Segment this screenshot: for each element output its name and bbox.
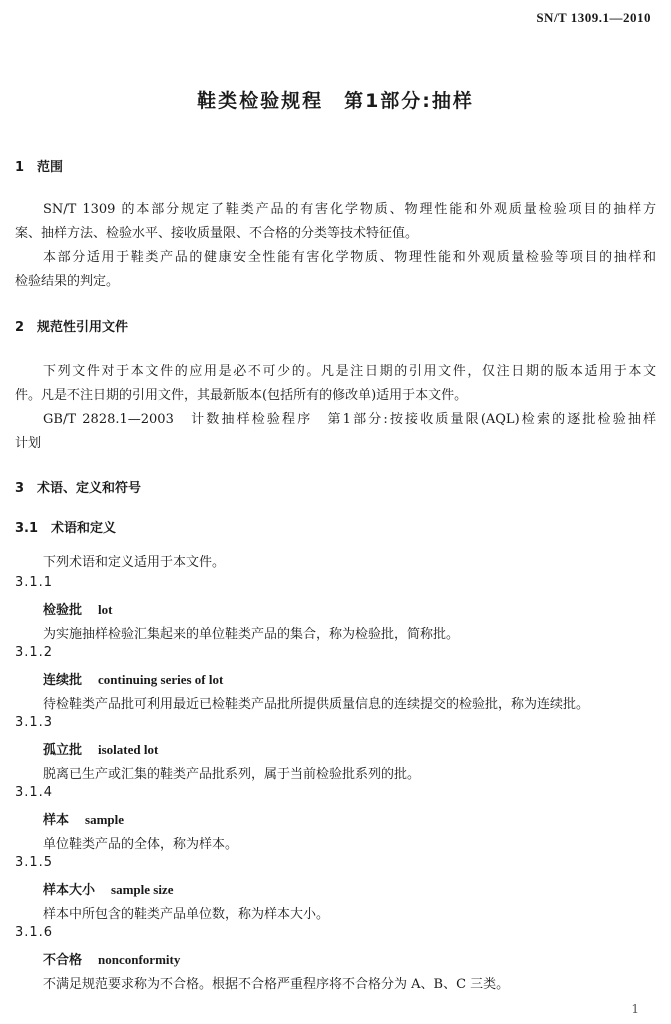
term-chinese: 检验批 — [43, 603, 83, 618]
reference-line: GB/T 2828.1—2003 计数抽样检验程序 第1部分:按接收质量限(AQL)检索的逐批检验抽样 — [43, 412, 656, 427]
term-definition: 脱离已生产或汇集的鞋类产品批系列，属于当前检验批系列的批。 — [43, 767, 421, 782]
term-title — [43, 669, 223, 688]
term-chinese: 孤立批 — [43, 743, 83, 758]
term-number: 3.1.4 — [15, 785, 54, 800]
term-number: 3.1.5 — [15, 855, 54, 870]
paragraph-line: 件。凡是不注日期的引用文件，其最新版本(包括所有的修改单)适用于本文件。 — [15, 388, 468, 403]
term-definition: 单位鞋类产品的全体，称为样本。 — [43, 837, 239, 852]
term-number: 3.1.6 — [15, 925, 54, 940]
term-chinese: 连续批 — [43, 673, 83, 688]
term-number: 3.1.3 — [15, 715, 54, 730]
term-english: sample size — [111, 882, 174, 897]
section-title: 术语、定义和符号 — [37, 481, 142, 496]
subsection-3-1-heading — [15, 517, 116, 536]
section-number: 1 — [15, 160, 25, 175]
section-2-heading — [15, 316, 128, 335]
paragraph-line: SN/T 1309 的本部分规定了鞋类产品的有害化学物质、物理性能和外观质量检验项目的抽样方 — [43, 202, 656, 217]
page-number: 1 — [631, 1002, 639, 1016]
reference-line: 计划 — [15, 436, 42, 451]
term-title — [43, 949, 180, 968]
paragraph-line: 下列术语和定义适用于本文件。 — [43, 555, 226, 570]
section-number: 3 — [15, 481, 25, 496]
term-definition: 待检鞋类产品批可利用最近已检鞋类产品批所提供质量信息的连续提交的检验批，称为连续批。 — [43, 697, 590, 712]
subsection-number: 3.1 — [15, 521, 39, 536]
document-title: 鞋类检验规程 第1部分:抽样 — [197, 90, 474, 112]
term-chinese: 不合格 — [43, 953, 83, 968]
standard-number: SN/T 1309.1—2010 — [536, 10, 651, 25]
section-title: 规范性引用文件 — [37, 320, 129, 335]
paragraph-line: 下列文件对于本文件的应用是必不可少的。凡是注日期的引用文件，仅注日期的版本适用于本文 — [43, 364, 656, 379]
term-definition: 样本中所包含的鞋类产品单位数，称为样本大小。 — [43, 907, 330, 922]
term-number: 3.1.2 — [15, 645, 54, 660]
term-english: sample — [85, 812, 125, 827]
paragraph-line: 本部分适用于鞋类产品的健康安全性能有害化学物质、物理性能和外观质量检验等项目的抽样和 — [43, 250, 656, 265]
term-title — [43, 809, 124, 828]
term-english: isolated lot — [98, 742, 159, 757]
term-english: continuing series of lot — [98, 672, 224, 687]
paragraph-line: 检验结果的判定。 — [15, 274, 120, 289]
term-chinese: 样本 — [43, 813, 70, 828]
section-title: 范围 — [37, 160, 64, 175]
term-chinese: 样本大小 — [43, 883, 96, 898]
section-number: 2 — [15, 320, 25, 335]
term-definition: 为实施抽样检验汇集起来的单位鞋类产品的集合，称为检验批，简称批。 — [43, 627, 460, 642]
term-english: nonconformity — [98, 952, 181, 967]
subsection-title: 术语和定义 — [51, 521, 117, 536]
term-number: 3.1.1 — [15, 575, 54, 590]
term-title — [43, 879, 173, 898]
term-title — [43, 739, 158, 758]
section-1-heading — [15, 156, 63, 175]
section-3-heading — [15, 477, 141, 496]
paragraph-line: 案、抽样方法、检验水平、接收质量限、不合格的分类等技术特征值。 — [15, 226, 419, 241]
term-english: lot — [98, 602, 113, 617]
term-definition: 不满足规范要求称为不合格。根据不合格严重程序将不合格分为 A、B、C 三类。 — [43, 977, 510, 992]
term-title — [43, 599, 112, 618]
